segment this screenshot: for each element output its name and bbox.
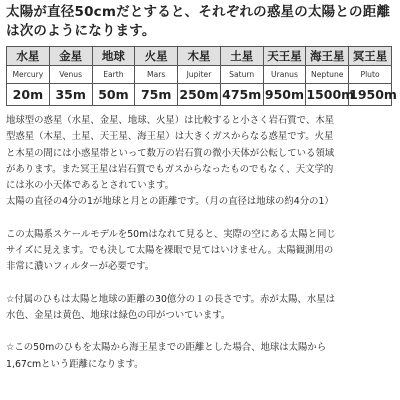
- planet-english-cell: Mercury: [7, 66, 50, 84]
- planet-english-cell: Venus: [49, 66, 92, 84]
- paragraph-string-note: [6, 292, 394, 325]
- planet-distance-cell: 35m: [49, 84, 92, 106]
- text-line: には氷の小天体であるとされています。: [6, 180, 175, 192]
- text-line: 地球型の惑星（水星、金星、地球、火星）は比較すると小さく岩石質で、木星: [6, 115, 334, 126]
- text-line: があります。また冥王星は岩石質でもガスからなったものでもなく、天文学的: [6, 163, 334, 175]
- planet-distance-cell: 20m: [7, 84, 50, 106]
- planet-distance-cell: 250m: [178, 84, 221, 106]
- text-line: 太陽の直径の4分の1が地球と月との距離です。（月の直径は地球の約4分の1）: [6, 196, 334, 208]
- planet-distance-cell: 950m: [263, 84, 306, 106]
- planet-english-cell: Uranus: [263, 66, 306, 84]
- planet-distance-cell: 75m: [135, 84, 178, 106]
- text-line: 1,67cmという距離になります。: [6, 358, 144, 370]
- intro-line-1: 太陽が直径50cmだとすると、それぞれの惑星の太陽との距離: [6, 4, 391, 20]
- text-line: この太陽系スケールモデルを50mはなれて見ると、実際の空にある太陽と同じ: [6, 228, 336, 240]
- planet-distance-cell: 475m: [220, 84, 263, 106]
- text-line: 水色、金星は黄色、地球は緑色の印がついています。: [6, 309, 231, 321]
- planet-name-cell: 木星: [178, 47, 221, 66]
- planet-english-row: [7, 66, 392, 84]
- planet-english-cell: Pluto: [349, 66, 392, 84]
- planet-distance-cell: 1500m: [306, 84, 349, 106]
- text-line: サイズに見えます。でも決して太陽を裸眼で見てはいけません。太陽観測用の: [6, 245, 334, 257]
- planet-english-cell: Mars: [135, 66, 178, 84]
- intro-line-2: は次のようになります。: [6, 23, 156, 39]
- planet-name-cell: 火星: [135, 47, 178, 66]
- planet-name-cell: 冥王星: [349, 47, 392, 66]
- planet-name-cell: 土星: [220, 47, 263, 66]
- planet-name-cell: 金星: [49, 47, 92, 66]
- text-line: ☆付属のひもは太陽と地球の距離の30億分の１の長さです。赤が太陽、水星は: [6, 293, 335, 305]
- planet-name-cell: 海王星: [306, 47, 349, 66]
- paragraph-neptune-scale: [6, 340, 394, 373]
- planet-distance-cell: 1950m: [349, 84, 392, 106]
- planet-english-cell: Jupiter: [178, 66, 221, 84]
- text-line: と木星の間には小惑星帯といって数万の岩石質の微小天体が公転している領域: [6, 147, 335, 159]
- planet-distance-cell: 50m: [92, 84, 135, 106]
- text-line: 型惑星（木星、土星、天王星、海王星）は大きくガスからなる惑星です。火星: [6, 131, 334, 143]
- paragraph-planet-types: [6, 113, 394, 211]
- paragraph-scale-model: [6, 227, 394, 276]
- text-line: 非常に濃いフィルターが必要です。: [6, 261, 155, 273]
- planet-english-cell: Neptune: [306, 66, 349, 84]
- planet-distance-table: [6, 46, 397, 106]
- planet-distance-row: [7, 84, 392, 106]
- planet-english-cell: Saturn: [220, 66, 263, 84]
- planet-name-row: [7, 47, 392, 66]
- intro-heading: [6, 0, 394, 41]
- text-line: ☆この50mのひもを太陽から海王星までの距離とした場合、地球は太陽から: [6, 342, 327, 354]
- planet-name-cell: 水星: [7, 47, 50, 66]
- planet-name-cell: 天王星: [263, 47, 306, 66]
- planet-english-cell: Earth: [92, 66, 135, 84]
- planet-name-cell: 地球: [92, 47, 135, 66]
